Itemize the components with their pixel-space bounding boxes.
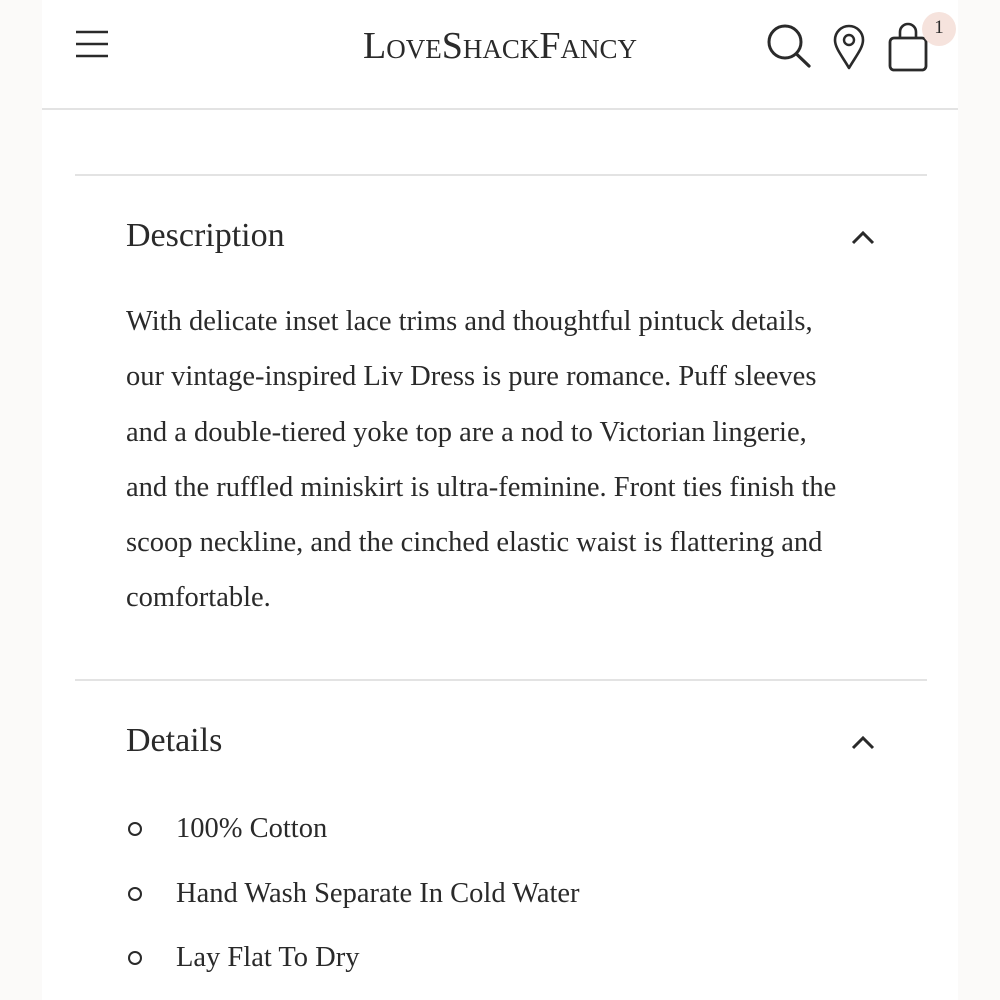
- section-divider: [75, 174, 927, 176]
- list-item: [126, 865, 580, 930]
- chevron-up-icon[interactable]: [848, 733, 878, 753]
- circle-bullet-icon: [128, 887, 142, 901]
- description-heading[interactable]: Description: [126, 217, 285, 254]
- description-text: With delicate inset lace trims and thoughtful pintuck details, our vintage-inspired Liv Dress is pure romance. Puff sleeves and a double-tiered yoke top are a nod to Victorian lingerie, and the ruffled miniskirt is ultra-feminine. Front ties finish the scoop neckline, and the cinched elastic waist is flattering and comfortable.: [126, 306, 837, 614]
- cart-count-badge: 1: [922, 12, 956, 46]
- detail-text: 100% Cotton: [176, 813, 328, 844]
- details-heading[interactable]: Details: [126, 722, 223, 759]
- details-list: [126, 800, 580, 994]
- list-item: [126, 800, 580, 865]
- circle-bullet-icon: [128, 951, 142, 965]
- search-icon[interactable]: [764, 20, 814, 70]
- detail-text: Lay Flat To Dry: [176, 942, 360, 973]
- site-header: [42, 0, 958, 110]
- list-item: [126, 929, 580, 994]
- product-page: [42, 0, 958, 1000]
- map-pin-icon[interactable]: [832, 24, 866, 70]
- cart-button[interactable]: [882, 12, 962, 72]
- section-divider: [75, 679, 927, 681]
- chevron-up-icon[interactable]: [848, 228, 878, 248]
- brand-logo[interactable]: LoveShackFancy: [363, 25, 637, 67]
- circle-bullet-icon: [128, 822, 142, 836]
- detail-text: Hand Wash Separate In Cold Water: [176, 877, 580, 909]
